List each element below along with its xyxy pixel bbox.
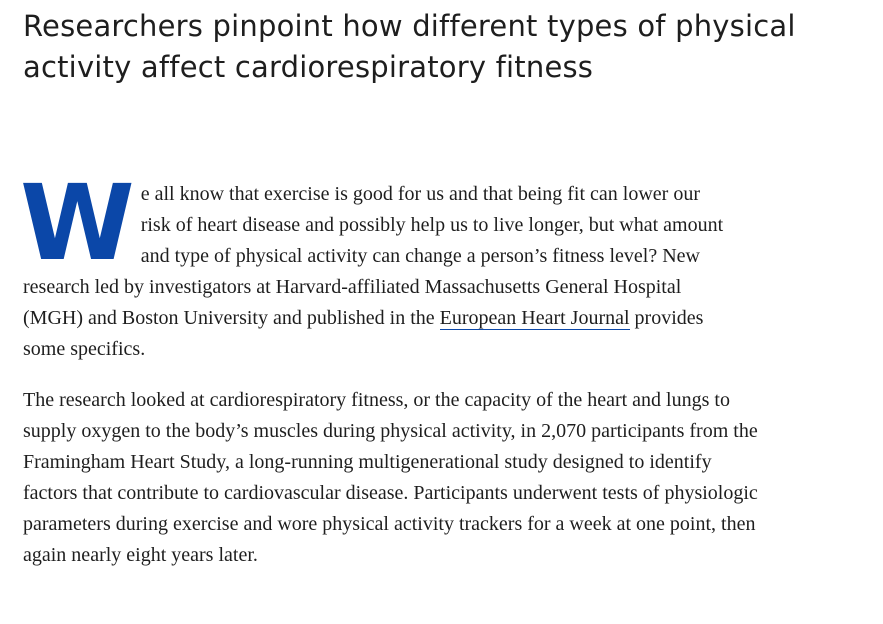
article-paragraph-1 (20, 162, 728, 365)
article-headline: Researchers pinpoint how different types of physical activity affect cardiorespiratory fitness (23, 9, 796, 84)
paragraph-1-text-after-link: provides some specifics. (23, 307, 704, 360)
article-body (20, 162, 763, 571)
drop-cap: W (20, 162, 133, 284)
article-paragraph-2: The research looked at cardiorespiratory fitness, or the capacity of the heart and lungs to supply oxygen to the body’s muscles during physical activity, in 2,070 participants from the Framingham Heart Study, a long-running multigenerational study designed to identify factors that contribute to cardiovascular disease. Participants underwent tests of physiologic parameters during exercise and wore physical activity trackers for a week at one point, then again nearly eight years later. (23, 389, 758, 566)
paragraph-1-text-before-link: e all know that exercise is good for us and that being fit can lower our risk of heart disease and possibly help us to live longer, but what amount and type of physical activity can change a person’s fitness level? New research led by investigators at Harvard-affiliated Massachusetts General Hospital (MGH) and Boston University and published in the (23, 183, 724, 329)
european-heart-journal-link[interactable]: European Heart Journal (439, 307, 630, 329)
